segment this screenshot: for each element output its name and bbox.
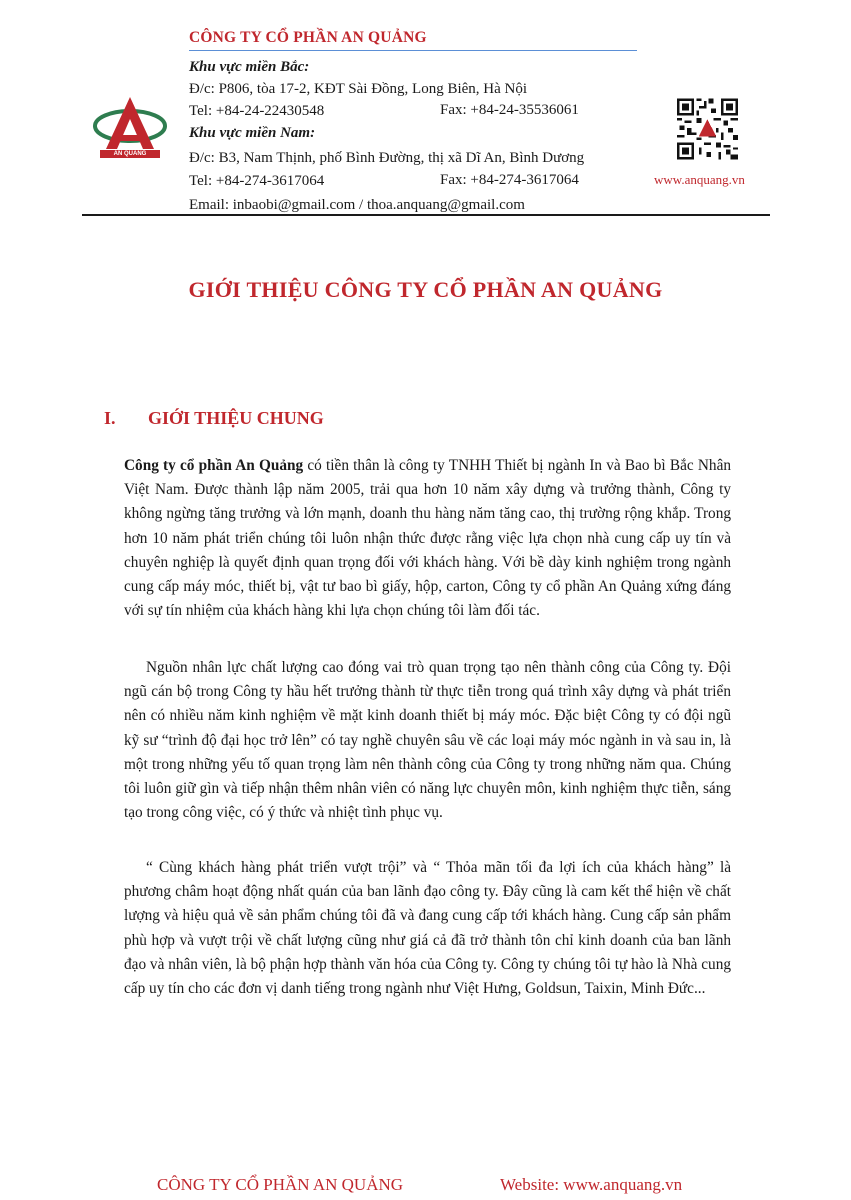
section-title: GIỚI THIỆU CHUNG: [148, 408, 324, 428]
north-tel: Tel: +84-24-22430548: [189, 103, 325, 119]
paragraph-intro: [124, 454, 731, 623]
south-fax: Fax: +84-274-3617064: [440, 172, 579, 188]
company-logo: [92, 95, 168, 159]
header-company-name: CÔNG TY CỔ PHẦN AN QUẢNG: [189, 29, 427, 46]
south-region-label: Khu vực miền Nam:: [189, 125, 316, 141]
paragraph-staff: Nguồn nhân lực chất lượng cao đóng vai trò quan trọng tạo nên thành công của Công ty. Đội ngũ cán bộ trong Công ty hầu hết trưởng thành từ thực tiễn trong quá trình xây dựng và phát triển nên có nhiều năm kinh nghiệm về mặt kinh doanh thiết bị máy móc. Đặc biệt Công ty có đội ngũ kỹ sư “trình độ đại học trở lên” có tay nghề chuyên sâu về các loại máy móc ngành in và sau in, là một trong những yếu tố quan trọng làm nên thành công của Công ty trong những năm qua. Chúng tôi luôn giữ gìn và tiếp nhận thêm nhân viên có năng lực chuyên môn, kinh nghiệm thực tiễn, sáng tạo trong công việc, có ý thức và nhiệt tình phục vụ.: [124, 659, 731, 822]
company-name-bold: Công ty cổ phần An Quảng: [124, 457, 304, 474]
document-title: GIỚI THIỆU CÔNG TY CỔ PHẦN AN QUẢNG: [188, 277, 663, 302]
north-address: Đ/c: P806, tòa 17-2, KĐT Sài Đồng, Long Biên, Hà Nội: [189, 81, 528, 97]
header-website[interactable]: www.anquang.vn: [654, 172, 745, 187]
footer-website[interactable]: Website: www.anquang.vn: [500, 1175, 683, 1194]
paragraph-intro-text: có tiền thân là công ty TNHH Thiết bị ngành In và Bao bì Bắc Nhân Việt Nam. Được thành lập năm 2005, trải qua hơn 10 năm xây dựng và trưởng thành, Công ty không ngừng tăng trưởng và lớn mạnh, doanh thu hàng năm tăng cao, thị trường rộng khắp. Trong hơn 10 năm phát triển chúng tôi luôn nhận thức được rằng việc lựa chọn nhà cung cấp uy tín và chuyên nghiệp là quyết định quan trọng đối với khách hàng. Với bề dày kinh nghiệm trong ngành cung cấp máy móc, thiết bị, vật tư bao bì giấy, hộp, carton, Công ty cổ phần An Quảng xứng đáng với sự tín nhiệm của khách hàng khi lựa chọn chúng tôi làm đối tác.: [124, 457, 732, 620]
south-address: Đ/c: B3, Nam Thịnh, phố Bình Đường, thị xã Dĩ An, Bình Dương: [189, 150, 585, 166]
paragraph-motto: “ Cùng khách hàng phát triển vượt trội” và “ Thỏa mãn tối đa lợi ích của khách hàng” là phương châm hoạt động nhất quán của ban lãnh đạo công ty. Đây cũng là cam kết thể hiện về chất lượng và hiệu quả về sản phẩm chúng tôi đã và đang cung cấp tới khách hàng. Cung cấp sản phẩm phù hợp và vượt trội về chất lượng cũng như giá cả đã trở thành tôn chỉ kinh doanh của ban lãnh đạo và nhân viên, là bộ phận hợp thành văn hóa của Công ty. Công ty chúng tôi tự hào là Nhà cung cấp uy tín cho các đơn vị danh tiếng trong ngành như Việt Hưng, Goldsun, Taixin, Minh Đức...: [124, 859, 731, 998]
header-blue-divider: [189, 50, 637, 51]
header-email: Email: inbaobi@gmail.com / thoa.anquang@gmail.com: [189, 197, 525, 213]
south-tel: Tel: +84-274-3617064: [189, 173, 325, 189]
north-region-label: Khu vực miền Bắc:: [189, 59, 310, 75]
section-number: I.: [104, 408, 116, 428]
qr-code-icon: [677, 98, 738, 160]
north-fax: Fax: +84-24-35536061: [440, 102, 579, 118]
logo-text: AN QUANG: [113, 151, 147, 157]
header-divider: [82, 214, 770, 216]
footer-company-name: CÔNG TY CỔ PHẦN AN QUẢNG: [157, 1175, 404, 1194]
